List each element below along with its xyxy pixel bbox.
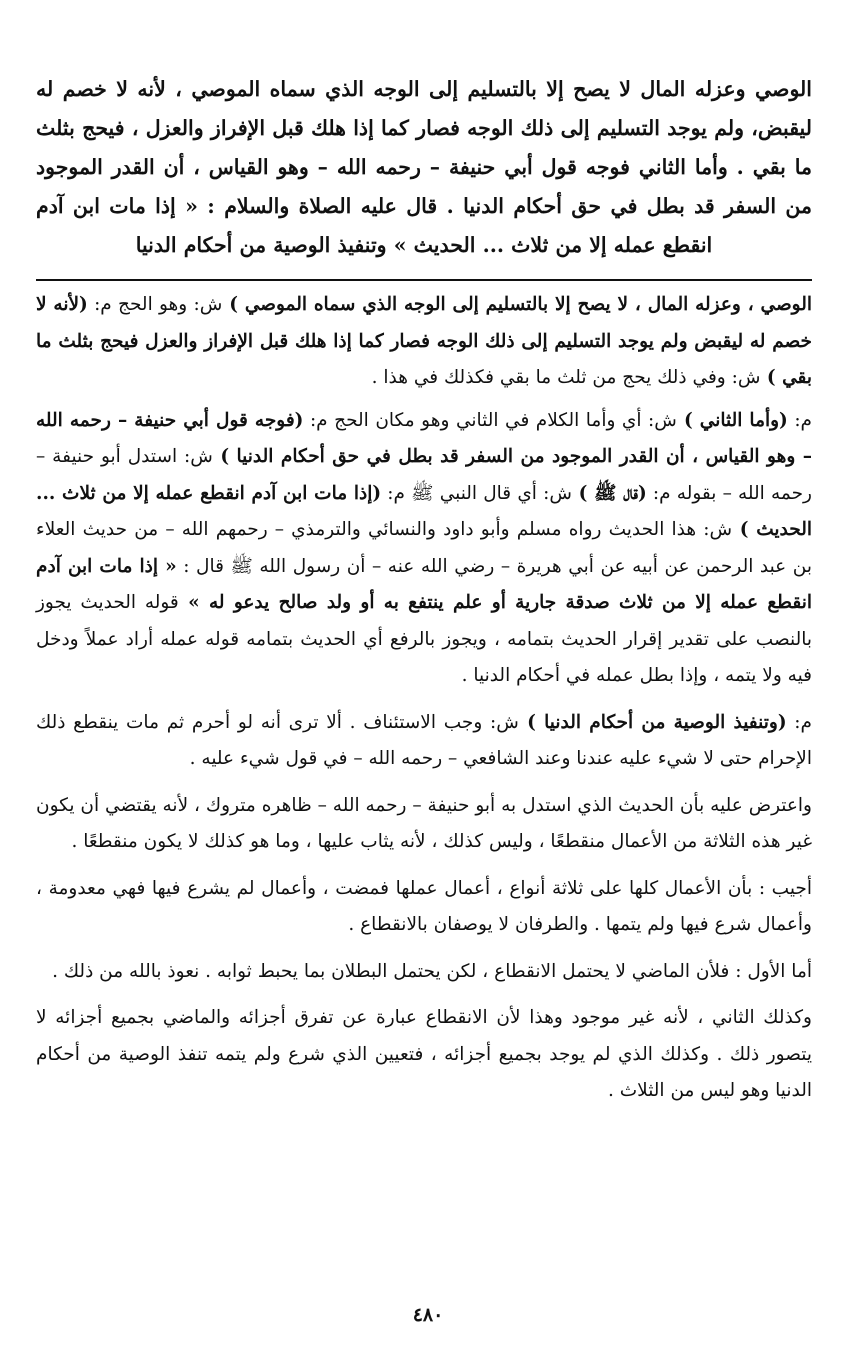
commentary-text: ش: أي وأما الكلام في الثاني وهو مكان الحج م: (303, 409, 677, 431)
commentary-text: ش: وفي ذلك يحج من ثلث ما بقي فكذلك في هذا . (371, 367, 761, 388)
main-text-paragraph: الوصي وعزله المال لا يصح إلا بالتسليم إلى الوجه الذي سماه الموصي ، لأنه لا خصم له ليقبض، ولم يوجد التسليم إلى ذلك الوجه فصار كما إذا هلك قبل الإفراز والعزل ، فيحج بثلث ما بقي . وأما الثاني فوجه قول أبي حنيفة – رحمه الله – وهو القياس ، أن القدر الموجود من السفر قد بطل في حق أحكام الدنيا . قال عليه الصلاة والسلام : « إذا مات ابن آدم انقطع عمله إلا من ثلاث ... الحديث » وتنفيذ الوصية من أحكام الدنيا (36, 77, 812, 257)
main-text (36, 70, 812, 265)
commentary (36, 287, 812, 1110)
commentary-text: ش: وهو الحج م: (87, 294, 223, 315)
page-number: ٤٨٠ (412, 1304, 444, 1326)
commentary-paragraph: أجيب : بأن الأعمال كلها على ثلاثة أنواع ، أعمال عملها فمضت ، وأعمال لم يشرع فيها فهي معدومة ، وأعمال شرع فيها ولم يتمها . والطرفان لا يوصفان بالانقطاع . (36, 877, 812, 935)
quoted-text: (لأنه لا خصم له ليقبض ولم يوجد التسليم إلى ذلك الوجه فصار كما إذا هلك قبل الإفراز والعزل فيحج بثلث ما بقي ) (36, 294, 812, 388)
quoted-text: (وتنفيذ الوصية من أحكام الدنيا ) (518, 711, 787, 733)
commentary-text: ش: استدل أبو حنيفة – رحمه الله – بقوله م: (36, 446, 812, 504)
commentary-text: ش: وجب الاستئناف . ألا ترى أنه لو أحرم ثم مات ينقطع ذلك الإحرام حتى لا شيء عليه عندنا وعند الشافعي – رحمه الله – في قول شيء عليه . (36, 711, 812, 769)
quoted-text: (إذا مات ابن آدم انقطع عمله إلا من ثلاث ... الحديث ) (36, 482, 812, 540)
commentary-text: م: (787, 409, 813, 431)
commentary-text: ش: أي قال النبي ﷺ م: (381, 482, 572, 504)
section-divider (36, 279, 812, 281)
quoted-text: الوصي ، وعزله المال ، لا يصح إلا بالتسليم إلى الوجه الذي سماه الموصي ) (222, 294, 812, 315)
commentary-paragraph (36, 403, 812, 695)
quoted-text: (فوجه قول أبي حنيفة – رحمه الله – وهو القياس ، أن القدر الموجود من السفر قد بطل في حق أحكام الدنيا ) (36, 409, 812, 467)
commentary-text: قوله الحديث يجوز بالنصب على تقدير إقرار الحديث بتمامه ، ويجوز بالرفع أي الحديث بتمامه قوله عمله أراد عملاً ودخل فيه ولا يتمه ، وإذا بطل عمله في أحكام الدنيا . (36, 592, 812, 686)
quoted-text: (وأما الثاني ) (676, 409, 788, 431)
quoted-text: (قال ﷺ ) (571, 482, 647, 504)
commentary-paragraph: أما الأول : فلأن الماضي لا يحتمل الانقطاع ، لكن يحتمل البطلان بما يحبط ثوابه . نعوذ بالله من ذلك . (52, 960, 812, 982)
commentary-paragraph: واعترض عليه بأن الحديث الذي استدل به أبو حنيفة – رحمه الله – ظاهره متروك ، لأنه يقتضي أن يكون غير هذه الثلاثة من الأعمال منقطعًا ، وليس كذلك ، لأنه يثاب عليها ، وما هو كذلك لا يكون منقطعًا . (36, 794, 812, 852)
commentary-text: ش: هذا الحديث رواه مسلم وأبو داود والنسائي والترمذي – رحمهم الله – من حديث العلاء بن عبد الرحمن عن أبيه عن أبي هريرة – رضي الله عنه – أن رسول الله ﷺ قال : (36, 519, 812, 577)
commentary-paragraph (36, 287, 812, 397)
commentary-text: م: (786, 711, 812, 733)
hadith-quote: « إذا مات ابن آدم انقطع عمله إلا من ثلاث صدقة جارية أو علم ينتفع به أو ولد صالح يدعو له » (36, 555, 812, 613)
commentary-paragraph (36, 705, 812, 778)
commentary-paragraph: وكذلك الثاني ، لأنه غير موجود وهذا لأن الانقطاع عبارة عن تفرق أجزائه والماضي بجميع أجزائه لا يتصور ذلك . وكذلك الذي لم يوجد بجميع أجزائه ، فتعيين الذي شرع ولم يتمه تنفذ الوصية من أحكام الدنيا وهو ليس من الثلاث . (36, 1007, 812, 1101)
